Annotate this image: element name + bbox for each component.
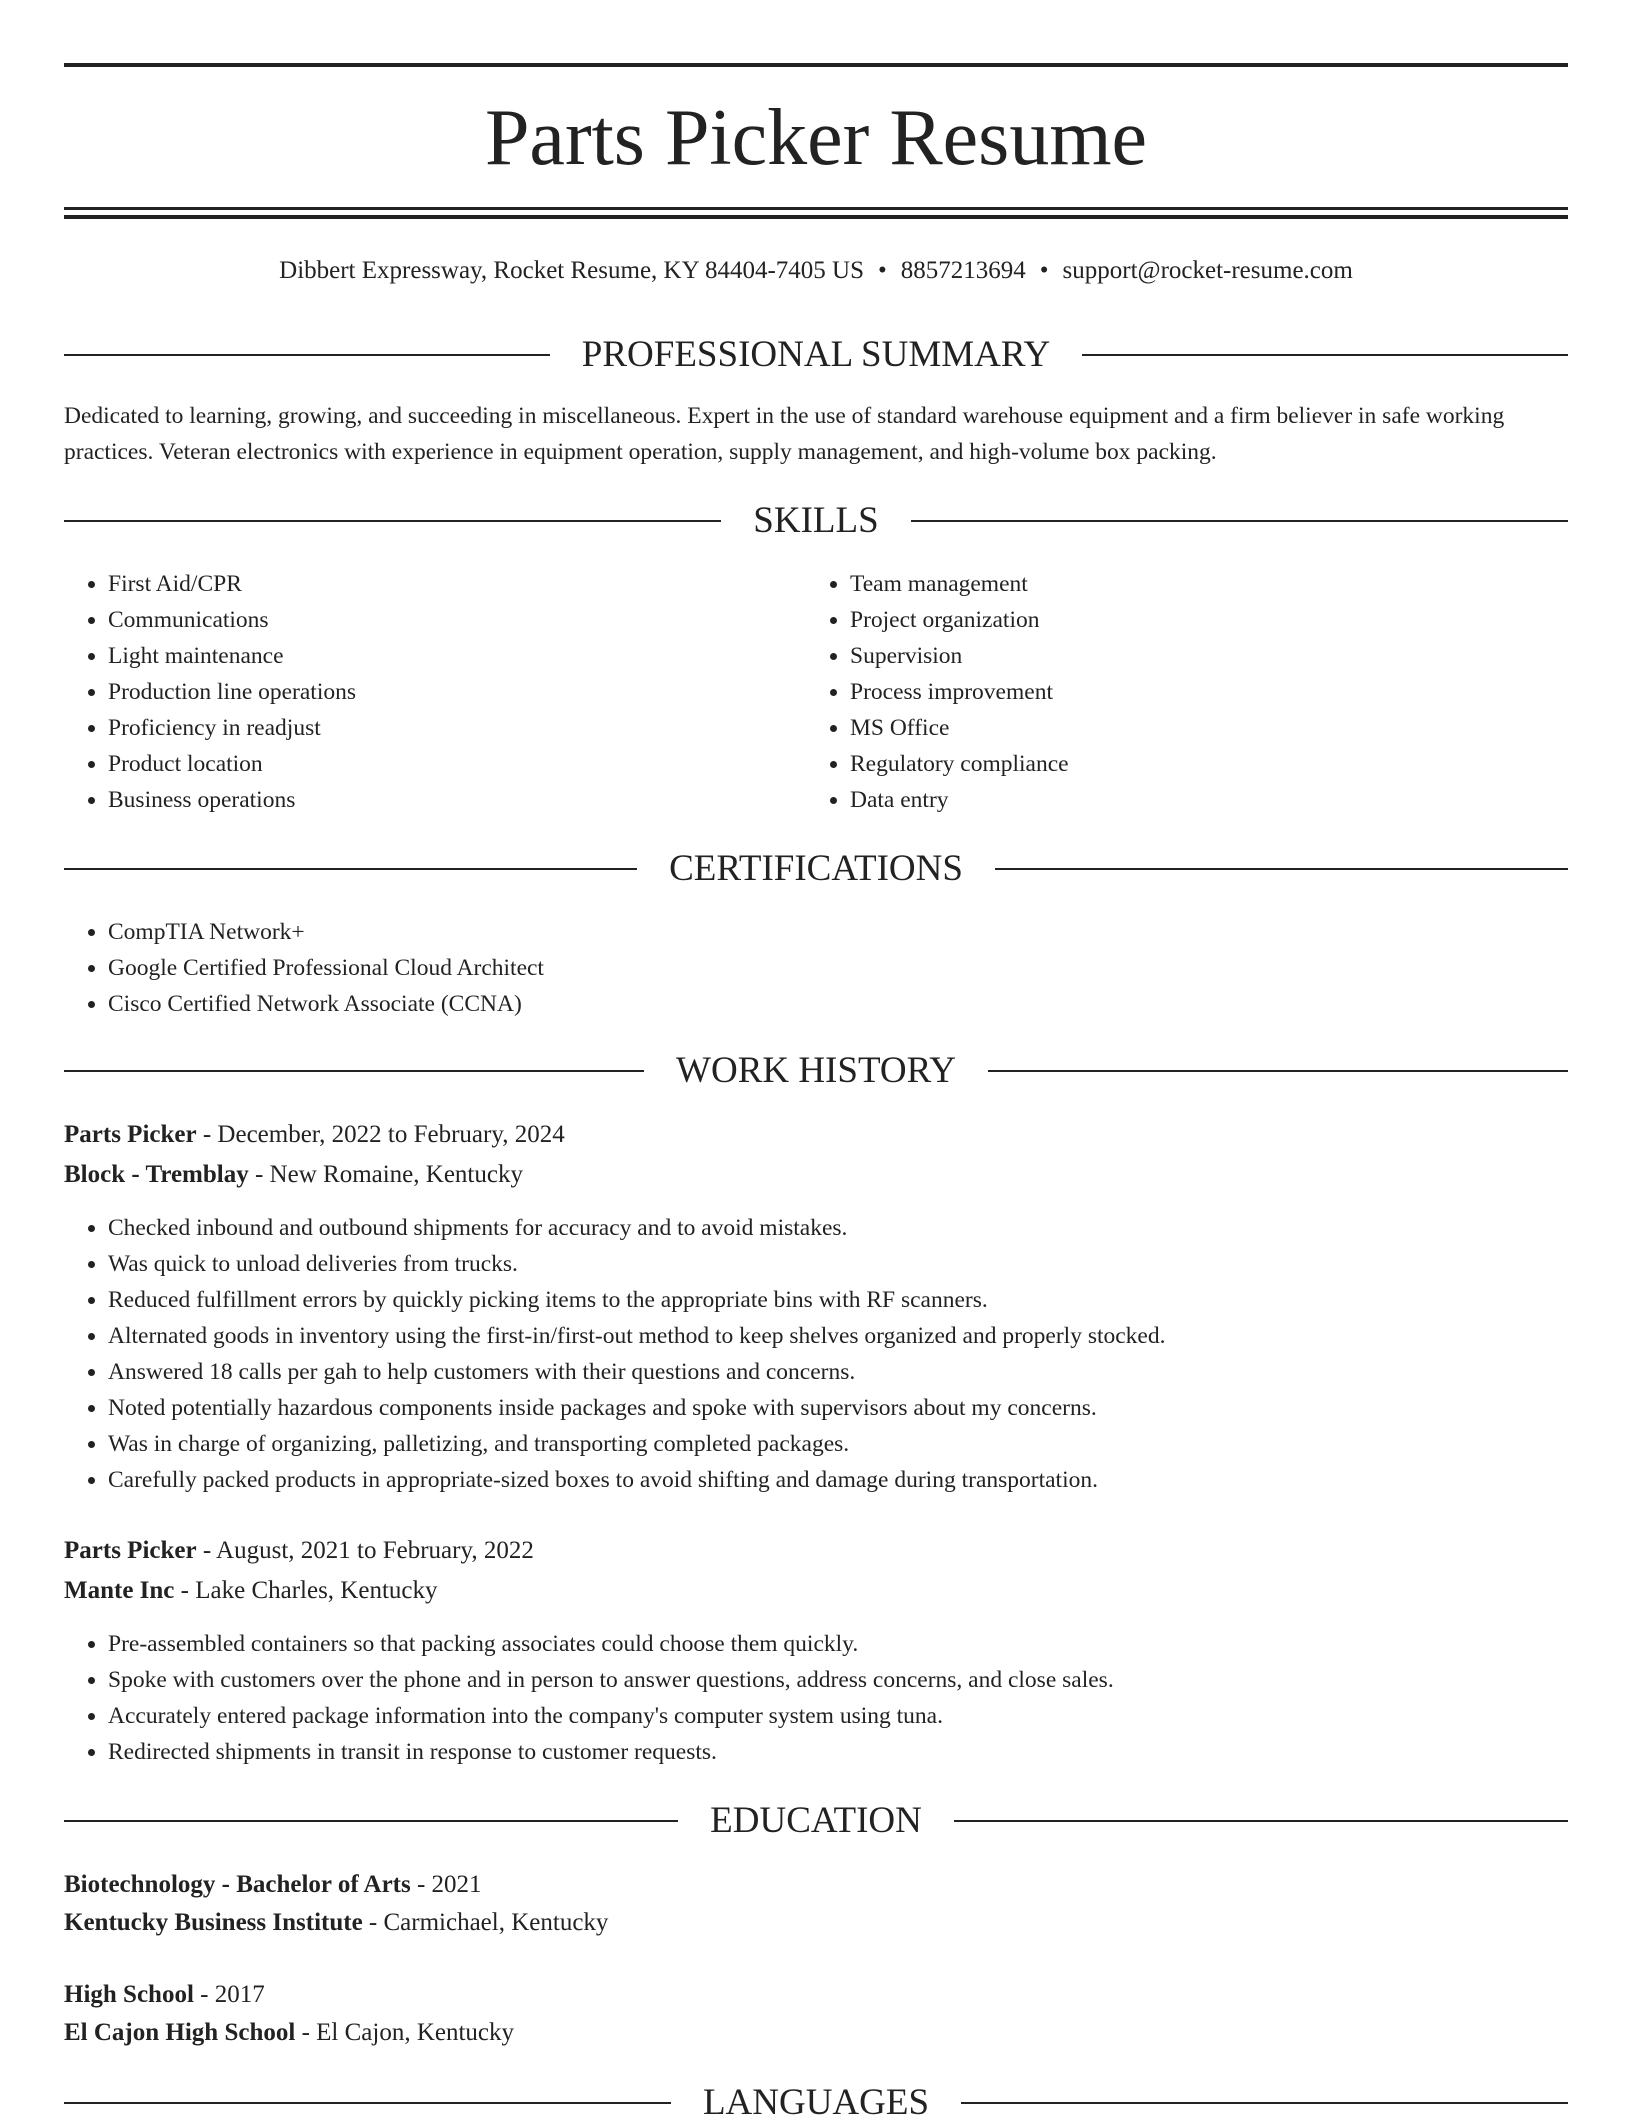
top-rule bbox=[64, 63, 1568, 67]
divider bbox=[988, 1070, 1568, 1072]
list-item: • Redirected shipments in transit in response to customer requests. bbox=[108, 1734, 1608, 1770]
education-school: Kentucky Business Institute bbox=[64, 1909, 363, 1936]
list-item: • Pre-assembled containers so that packing associates could choose them quickly. bbox=[108, 1626, 1608, 1662]
page-title: Parts Picker Resume bbox=[484, 94, 1148, 182]
list-item: • Reduced fulfillment errors by quickly picking items to the appropriate bins with RF scanners. bbox=[108, 1282, 1608, 1318]
skills-list-right bbox=[806, 566, 1550, 818]
list-item: • Product location bbox=[108, 746, 808, 782]
list-item: • Communications bbox=[108, 602, 808, 638]
list-item: • Production line operations bbox=[108, 674, 808, 710]
education-degree-line bbox=[64, 1865, 482, 1905]
section-title: WORK HISTORY bbox=[676, 1050, 956, 1091]
divider bbox=[64, 868, 637, 870]
list-item: • Supervision bbox=[850, 638, 1550, 674]
list-item: • Accurately entered package information into the company's computer system using tuna. bbox=[108, 1698, 1608, 1734]
divider bbox=[911, 520, 1568, 522]
list-item: • Checked inbound and outbound shipments for accuracy and to avoid mistakes. bbox=[108, 1210, 1608, 1246]
job-dates: - August, 2021 to February, 2022 bbox=[196, 1537, 534, 1564]
divider bbox=[64, 520, 721, 522]
section-title: PROFESSIONAL SUMMARY bbox=[581, 334, 1051, 375]
job-bullets bbox=[64, 1210, 1608, 1498]
divider bbox=[995, 868, 1568, 870]
list-item: • Process improvement bbox=[850, 674, 1550, 710]
title-rule-upper bbox=[64, 207, 1568, 210]
certifications-list bbox=[64, 914, 1508, 1022]
skills-list-left bbox=[64, 566, 808, 818]
job-company-line bbox=[64, 1571, 438, 1611]
contact-separator: • bbox=[878, 257, 887, 284]
education-school-line bbox=[64, 2013, 514, 2053]
list-item: • MS Office bbox=[850, 710, 1550, 746]
contact-email: support@rocket-resume.com bbox=[1062, 257, 1353, 284]
education-location: - El Cajon, Kentucky bbox=[295, 2019, 515, 2046]
education-school: El Cajon High School bbox=[64, 2019, 296, 2046]
education-school-line bbox=[64, 1903, 608, 1943]
education-degree: Biotechnology - Bachelor of Arts bbox=[64, 1871, 411, 1898]
job-company-line bbox=[64, 1155, 523, 1195]
title-rule-lower bbox=[64, 215, 1568, 219]
list-item: • Google Certified Professional Cloud Architect bbox=[108, 950, 1508, 986]
education-year: - 2017 bbox=[193, 1981, 265, 2008]
list-item: • CompTIA Network+ bbox=[108, 914, 1508, 950]
section-header-summary bbox=[64, 332, 1568, 378]
education-degree: High School bbox=[64, 1981, 194, 2008]
divider bbox=[64, 2102, 671, 2104]
list-item: • Carefully packed products in appropriate-sized boxes to avoid shifting and damage during transportation. bbox=[108, 1462, 1608, 1498]
list-item: • Spoke with customers over the phone and in person to answer questions, address concerns, and close sales. bbox=[108, 1662, 1608, 1698]
section-header-skills bbox=[64, 498, 1568, 544]
divider bbox=[64, 354, 550, 356]
list-item: • First Aid/CPR bbox=[108, 566, 808, 602]
list-item: • Alternated goods in inventory using the first-in/first-out method to keep shelves organized and properly stocked. bbox=[108, 1318, 1608, 1354]
job-company: Block - Tremblay bbox=[64, 1161, 249, 1188]
list-item: • Was in charge of organizing, palletizing, and transporting completed packages. bbox=[108, 1426, 1608, 1462]
section-title: CERTIFICATIONS bbox=[669, 848, 963, 889]
section-header-certifications bbox=[64, 846, 1568, 892]
job-title: Parts Picker bbox=[64, 1537, 197, 1564]
contact-phone: 8857213694 bbox=[900, 257, 1026, 284]
section-title: SKILLS bbox=[753, 500, 879, 541]
divider bbox=[961, 2102, 1568, 2104]
summary-text: Dedicated to learning, growing, and succeeding in miscellaneous. Expert in the use of standard warehouse equipment and a firm believer in safe working practices. Veteran electronics with experience in equipment operation, supply management, and high-volume box packing. bbox=[64, 403, 1505, 465]
list-item: • Cisco Certified Network Associate (CCNA) bbox=[108, 986, 1508, 1022]
list-item: • Team management bbox=[850, 566, 1550, 602]
job-location: - Lake Charles, Kentucky bbox=[174, 1577, 438, 1604]
divider bbox=[954, 1820, 1568, 1822]
job-title: Parts Picker bbox=[64, 1121, 197, 1148]
divider bbox=[64, 1070, 644, 1072]
section-title: EDUCATION bbox=[710, 1800, 922, 1841]
list-item: • Project organization bbox=[850, 602, 1550, 638]
education-location: - Carmichael, Kentucky bbox=[362, 1909, 609, 1936]
section-title: LANGUAGES bbox=[702, 2082, 930, 2123]
job-bullets bbox=[64, 1626, 1608, 1770]
list-item: • Answered 18 calls per gah to help customers with their questions and concerns. bbox=[108, 1354, 1608, 1390]
job-company: Mante Inc bbox=[64, 1577, 175, 1604]
list-item: • Proficiency in readjust bbox=[108, 710, 808, 746]
list-item: • Noted potentially hazardous components inside packages and spoke with supervisors about my concerns. bbox=[108, 1390, 1608, 1426]
job-dates: - December, 2022 to February, 2024 bbox=[196, 1121, 565, 1148]
job-location: - New Romaine, Kentucky bbox=[248, 1161, 523, 1188]
contact-separator: • bbox=[1039, 257, 1049, 284]
list-item: • Regulatory compliance bbox=[850, 746, 1550, 782]
divider bbox=[1082, 354, 1568, 356]
list-item: • Was quick to unload deliveries from trucks. bbox=[108, 1246, 1608, 1282]
list-item: • Business operations bbox=[108, 782, 808, 818]
section-header-work bbox=[64, 1048, 1568, 1094]
education-year: - 2021 bbox=[410, 1871, 482, 1898]
contact-line bbox=[0, 253, 1632, 289]
job-title-line bbox=[64, 1115, 565, 1155]
divider bbox=[64, 1820, 678, 1822]
section-header-education bbox=[64, 1798, 1568, 1844]
contact-address: Dibbert Expressway, Rocket Resume, KY 84404-7405 US bbox=[279, 257, 865, 284]
list-item: • Light maintenance bbox=[108, 638, 808, 674]
section-header-languages bbox=[64, 2080, 1568, 2126]
education-degree-line bbox=[64, 1975, 265, 2015]
list-item: • Data entry bbox=[850, 782, 1550, 818]
job-title-line bbox=[64, 1531, 534, 1571]
